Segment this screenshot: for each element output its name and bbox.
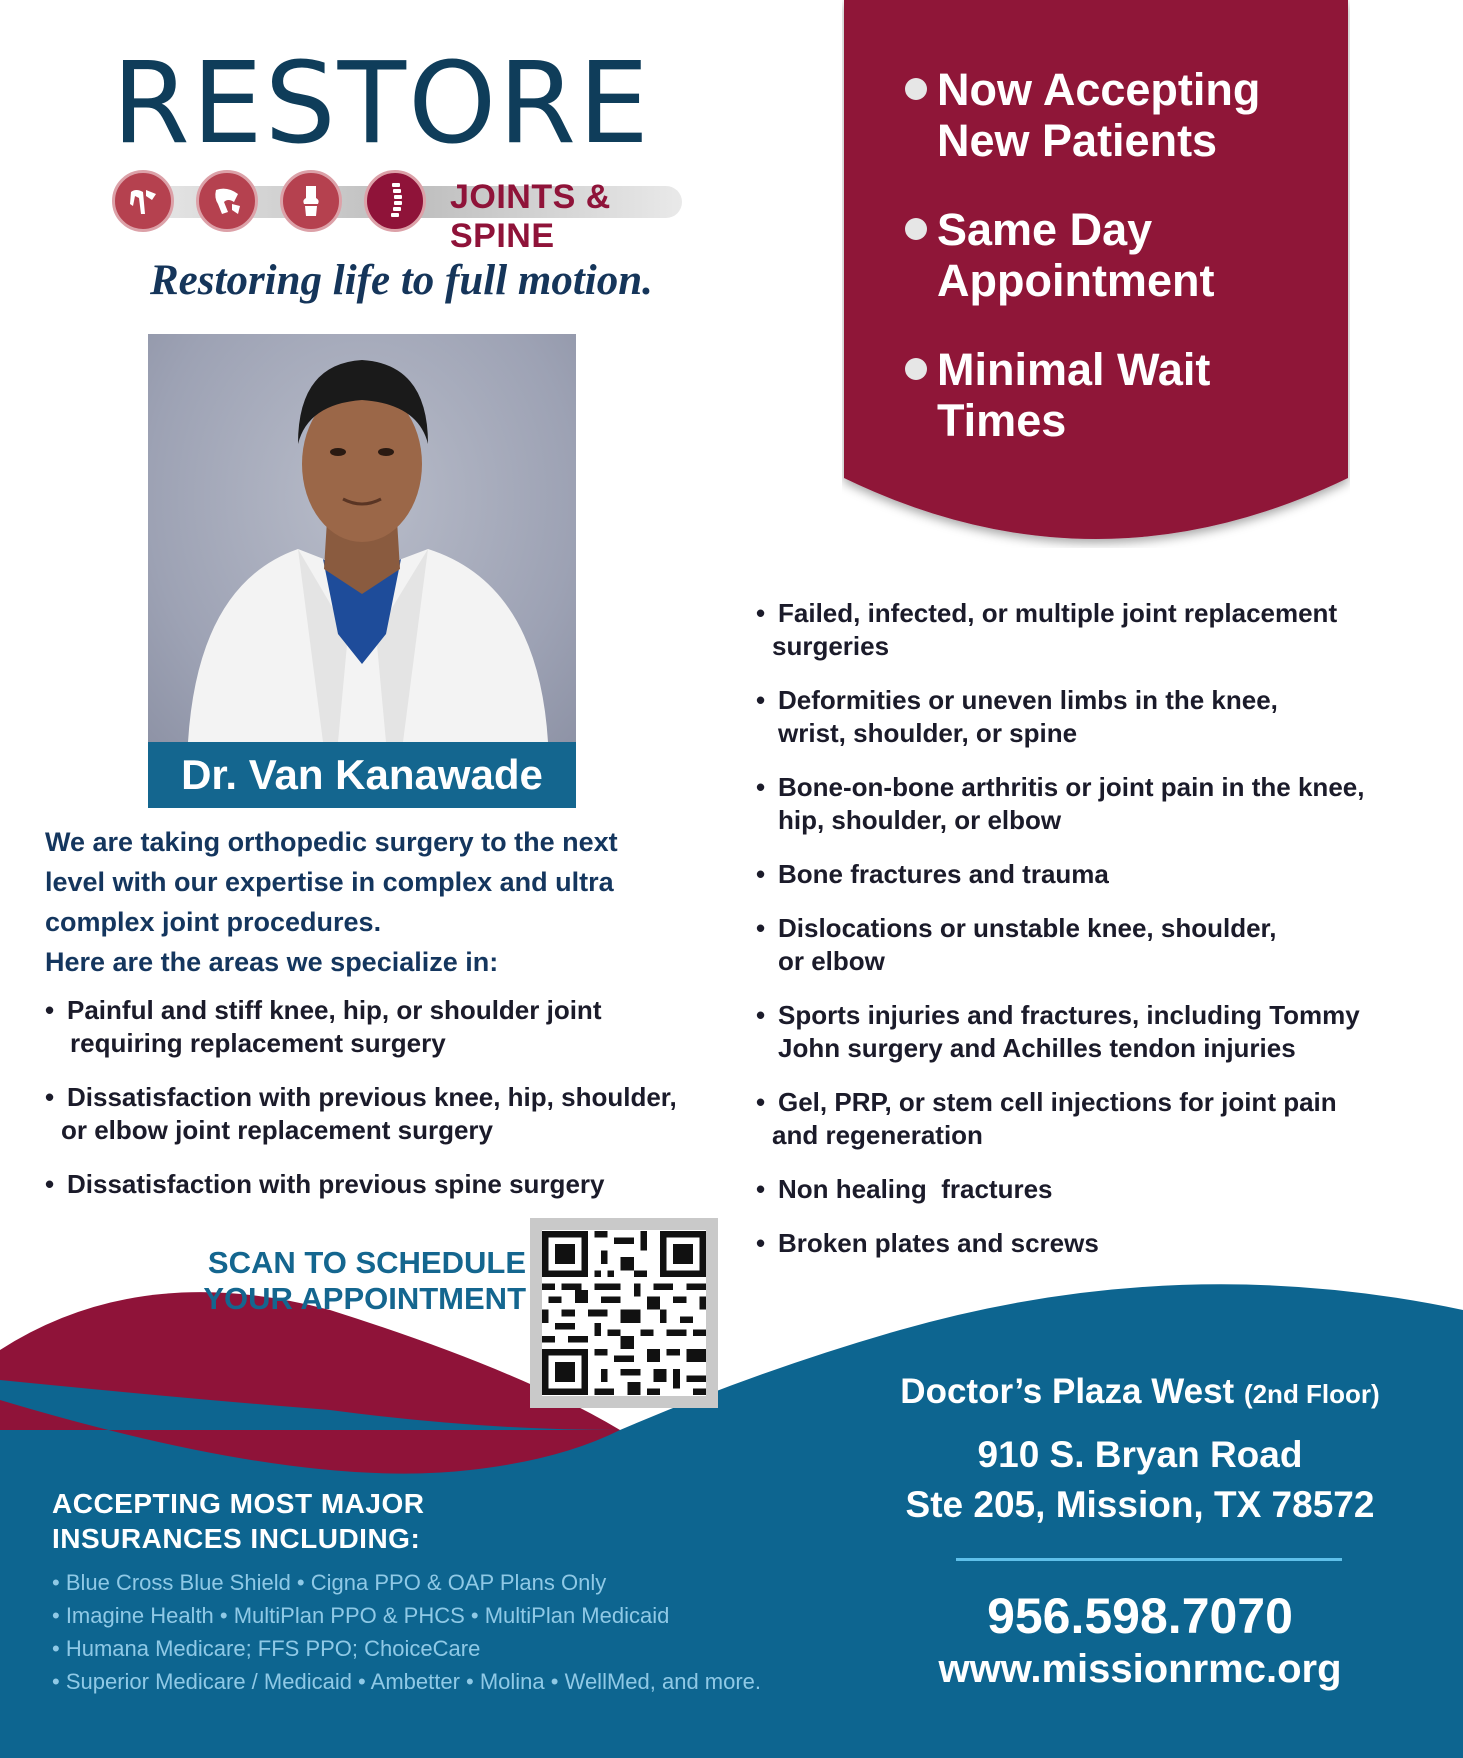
specialty-list-left xyxy=(45,994,745,1222)
list-item: • Broken plates and screws xyxy=(756,1227,1436,1260)
insurance-line: • Superior Medicare / Medicaid • Ambetter • Molina • WellMed, and more. xyxy=(52,1669,762,1694)
list-item: • Dissatisfaction with previous knee, hip, shoulder, or elbow joint replacement surgery xyxy=(45,1081,745,1147)
tagline: Restoring life to full motion. xyxy=(150,257,653,304)
intro-text: We are taking orthopedic surgery to the next level with our expertise in complex and ultra complex joint procedures. Here are the areas we specialize in: xyxy=(45,827,618,977)
doctor-photo xyxy=(148,334,576,742)
insurance-title: ACCEPTING MOST MAJOR INSURANCES INCLUDING: xyxy=(52,1488,425,1554)
doctor-name: Dr. Van Kanawade xyxy=(148,742,576,808)
knee-icon xyxy=(280,170,342,232)
qr-code[interactable] xyxy=(530,1218,718,1408)
shoulder-icon xyxy=(112,170,174,232)
hip-icon xyxy=(196,170,258,232)
list-item: • Failed, infected, or multiple joint replacement surgeries xyxy=(756,597,1436,663)
banner-list xyxy=(905,64,1345,484)
banner-item: Now Accepting New Patients xyxy=(905,64,1345,166)
spine-icon xyxy=(364,170,426,232)
list-item: • Bone fractures and trauma xyxy=(756,858,1436,891)
banner-item: Minimal Wait Times xyxy=(905,344,1345,446)
logo-subtitle: JOINTS & SPINE xyxy=(450,178,611,255)
list-item: • Sports injuries and fractures, including Tommy John surgery and Achilles tendon injuries xyxy=(756,999,1436,1065)
street-address: 910 S. Bryan Road Ste 205, Mission, TX 78572 xyxy=(905,1434,1375,1525)
banner-item: Same Day Appointment xyxy=(905,204,1345,306)
specialty-list-right xyxy=(756,597,1436,1281)
logo-strip xyxy=(112,170,682,255)
website-link[interactable]: www.missionrmc.org xyxy=(938,1647,1342,1691)
contact-divider xyxy=(956,1558,1342,1561)
insurance-list xyxy=(52,1566,761,1698)
qr-code-icon xyxy=(542,1230,706,1396)
logo-wordmark: RESTORE xyxy=(112,39,651,169)
insurance-line: • Humana Medicare; FFS PPO; ChoiceCare xyxy=(52,1636,481,1661)
list-item: • Dislocations or unstable knee, shoulder, or elbow xyxy=(756,912,1436,978)
insurance-line: • Blue Cross Blue Shield • Cigna PPO & OAP Plans Only xyxy=(52,1570,607,1595)
building-name: Doctor’s Plaza West (2nd Floor) xyxy=(900,1372,1380,1411)
scan-label: SCAN TO SCHEDULE YOUR APPOINTMENT xyxy=(203,1245,526,1316)
list-item: • Bone-on-bone arthritis or joint pain in the knee, hip, shoulder, or elbow xyxy=(756,771,1436,837)
insurance-line: • Imagine Health • MultiPlan PPO & PHCS • MultiPlan Medicaid xyxy=(52,1603,670,1628)
list-item: • Dissatisfaction with previous spine surgery xyxy=(45,1168,745,1201)
list-item: • Deformities or uneven limbs in the knee, wrist, shoulder, or spine xyxy=(756,684,1436,750)
list-item: • Gel, PRP, or stem cell injections for joint pain and regeneration xyxy=(756,1086,1436,1152)
list-item: • Painful and stiff knee, hip, or shoulder joint requiring replacement surgery xyxy=(45,994,745,1060)
list-item: • Non healing fractures xyxy=(756,1173,1436,1206)
phone-number[interactable]: 956.598.7070 xyxy=(987,1588,1293,1644)
